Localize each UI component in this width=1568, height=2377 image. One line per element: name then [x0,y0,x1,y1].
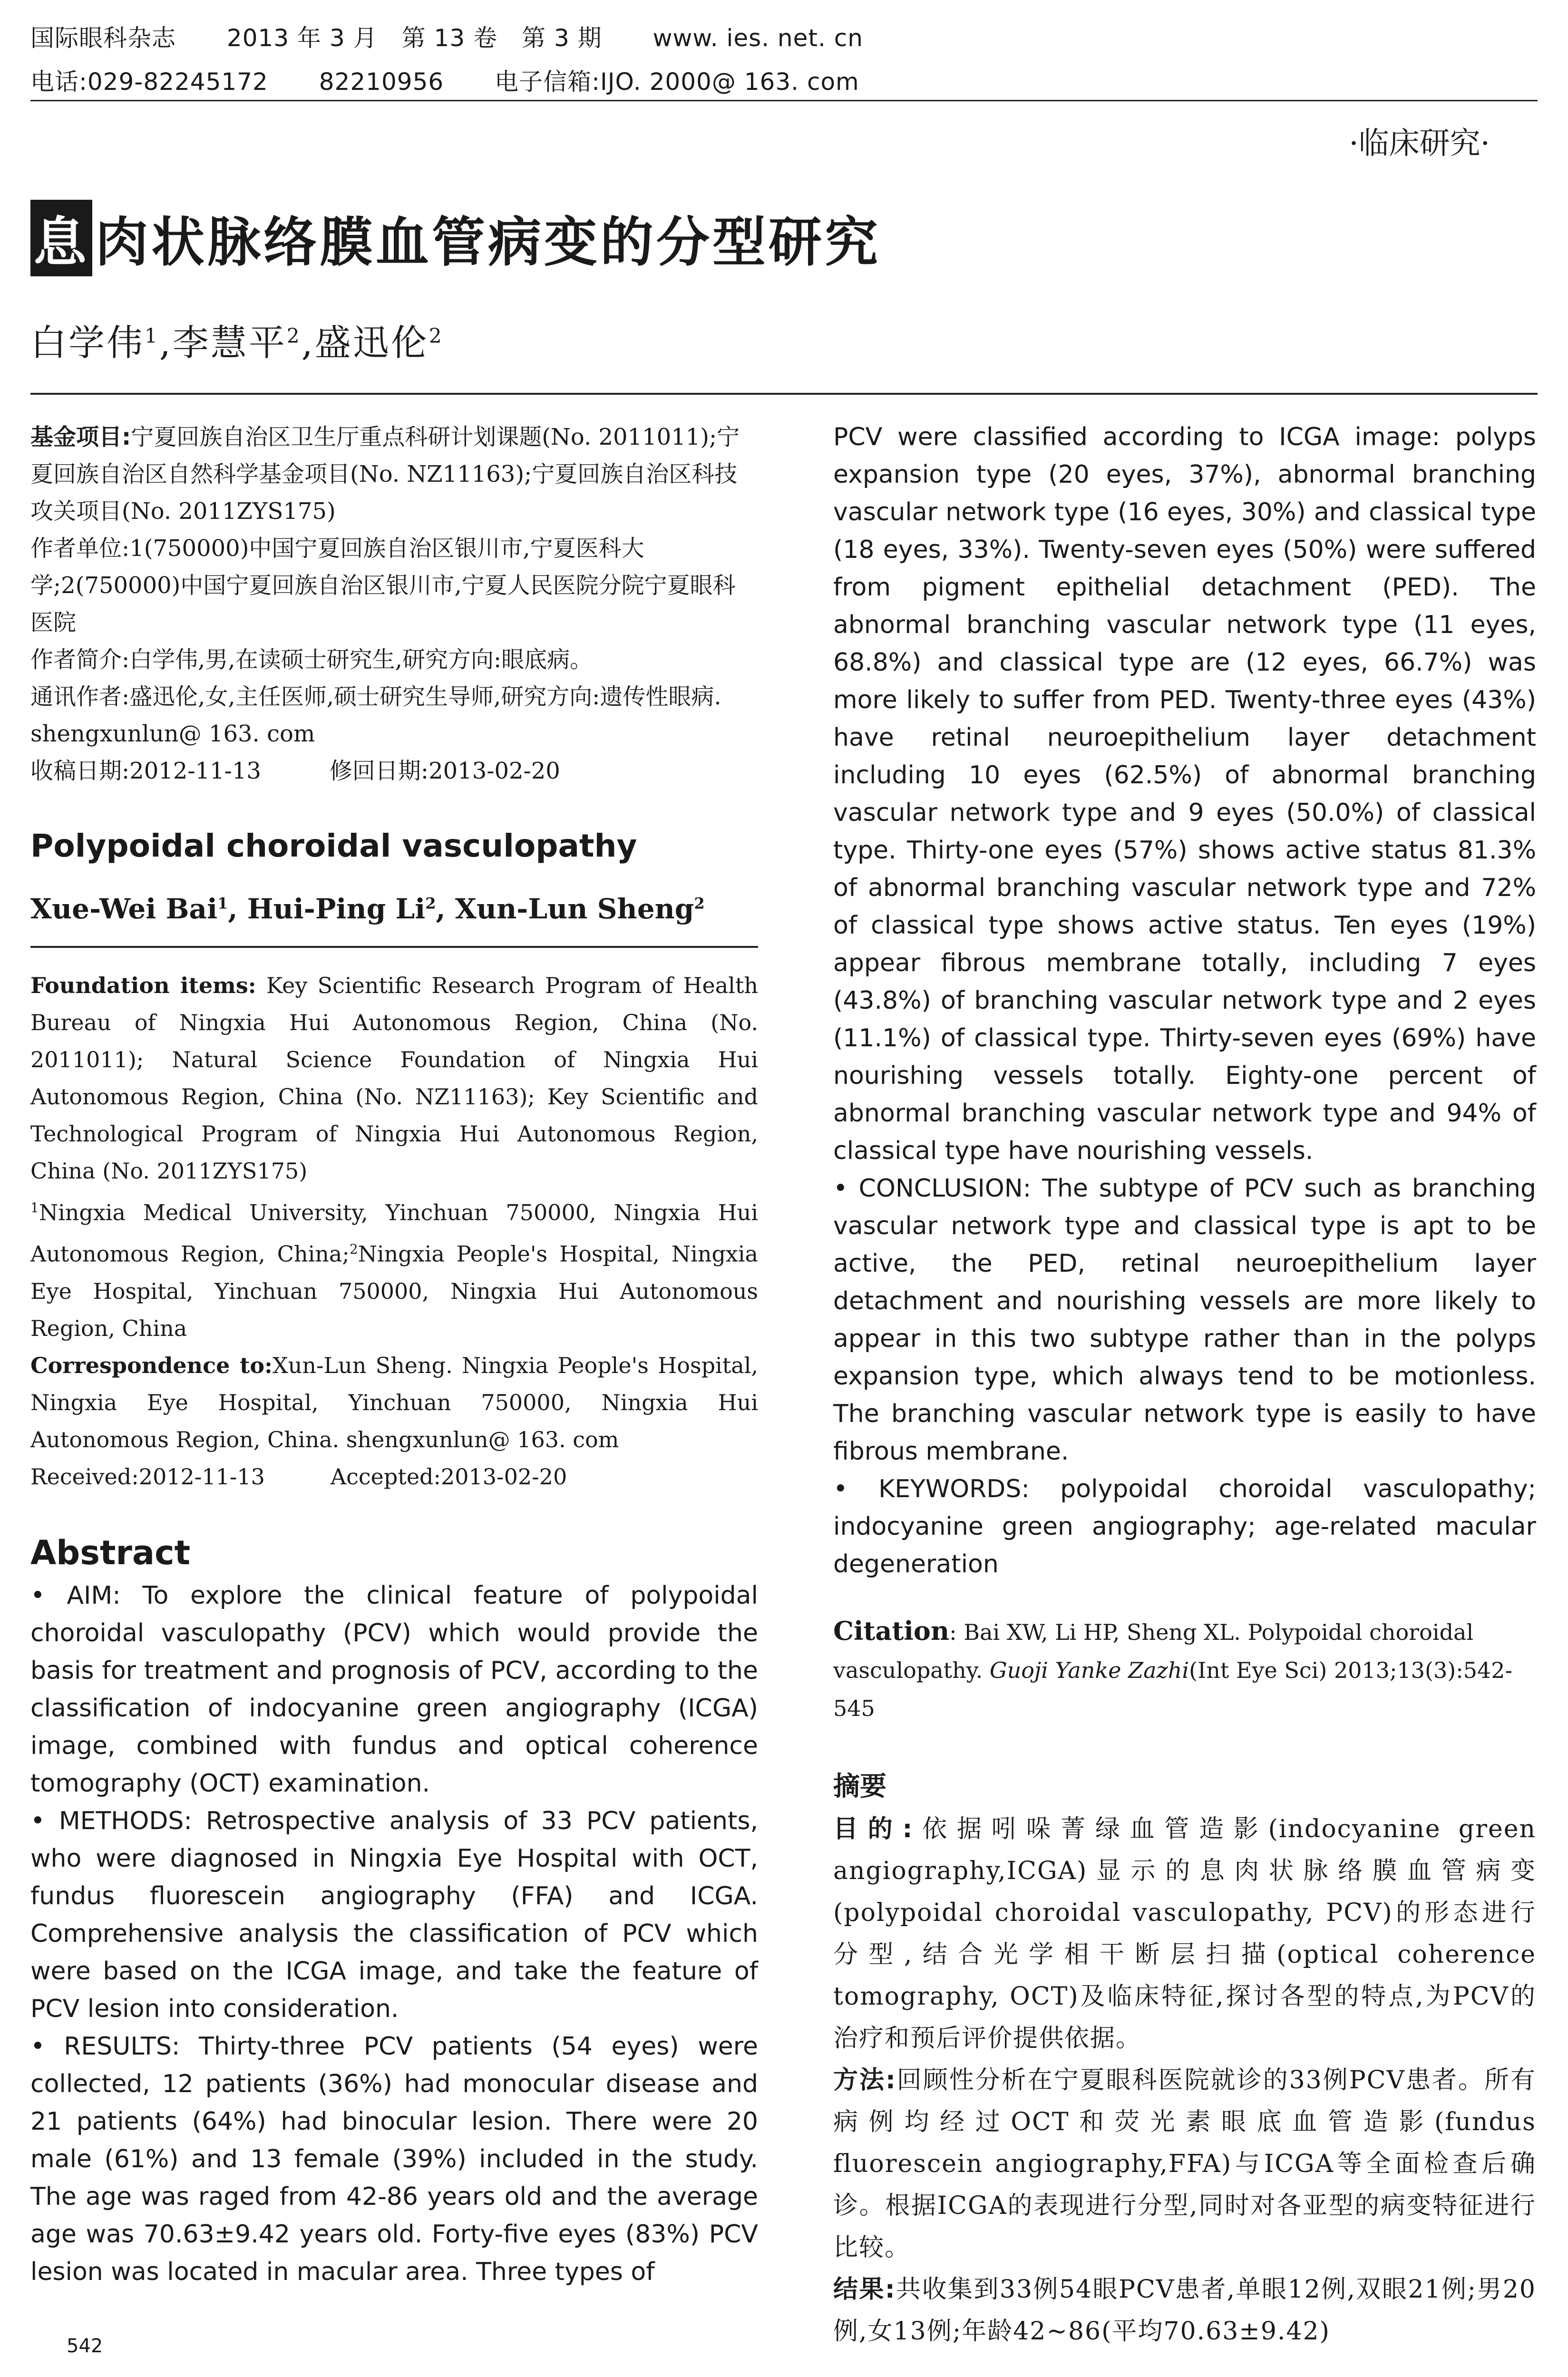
cn-bio: 作者简介:白学伟,男,在读硕士研究生,研究方向:眼底病。 [30,646,593,673]
abstract-results-right: PCV were classified according to ICGA image: polyps expansion type (20 eyes, 37%), abnormal branching vascular network type (16 eyes, 30%) and classical type (18 eyes, 33%). Twenty-seven eyes (50%) were suffered from pigment epithelial detachment (PED). The abnormal branching vascular network type (11 eyes, 68.8%) and classical type are (12 eyes, 66.7%) was more likely to suffer from PED. Twenty-three eyes (43%) have retinal neuroepithelium layer detachment including 10 eyes (62.5%) of abnormal branching vascular network type and 9 eyes (50.0%) of classical type. Thirty-one eyes (57%) shows active status 81.3% of abnormal branching vascular network type and 72% of classical type shows active status. Ten eyes (19%) appear fibrous membrane totally, including 7 eyes (43.8%) of branching vascular network type and 2 eyes (11.1%) of classical type. Thirty-seven eyes (69%) have nourishing vessels totally. Eighty-one percent of abnormal branching vascular network type and 94% of classical type have nourishing vessels. [833,423,1536,1165]
left-column [30,419,758,2291]
journal-email[interactable]: 电子信箱:IJO. 2000@ 163. com [495,68,859,96]
citation: Citation: Bai XW, Li HP, Sheng XL. Polypoidal choroidal vasculopathy. Guoji Yanke Zazhi(Int Eye Sci) 2013;13(3):542-545 [833,1616,1513,1721]
author-cn-1: 白学伟 [30,321,145,364]
journal-phone2: 82210956 [319,68,444,96]
author-cn-3: ,盛迅伦 [301,321,429,364]
right-column [833,419,1536,2352]
abstract-keywords: • KEYWORDS: polypoidal choroidal vasculopathy; indocyanine green angiography; age-related macular degeneration [833,1475,1536,1578]
authors-cn: 白学伟$^1$,李慧平$^2$,盛迅伦$^2$ [30,321,444,364]
journal-header-line1 [30,19,906,53]
abstract-aim: • AIM: To explore the clinical feature of polypoidal choroidal vasculopathy (PCV) which would provide the basis for treatment and prognosis of PCV, according to the classification of indocyanine green angiography (ICGA) image, combined with fundus and optical coherence tomography (OCT) examination. [30,1581,758,1798]
author-cn-2: ,李慧平 [159,321,287,364]
abstract-methods: • METHODS: Retrospective analysis of 33 PCV patients, who were diagnosed in Ningxia Eye Hospital with OCT, fundus fluorescein angiography (FFA) and ICGA. Comprehensive analysis the classification of PCV which were based on the ICGA image, and take the feature of PCV lesion into consideration. [30,1806,758,2023]
en-title: Polypoidal choroidal vasculopathy [30,828,637,864]
page-number: 542 [67,2335,103,2357]
abstract-heading: Abstract [30,1533,191,1572]
en-received: Received:2012-11-13 Accepted:2013-02-20 [30,1463,567,1490]
zh-methods: 方法:回顾性分析在宁夏眼科医院就诊的33例PCV患者。所有病例均经过OCT和荧光素眼底血管造影(fundus fluorescein angiography,FFA)与ICGA等全面检查后确诊。根据ICGA的表现进行分型,同时对各亚型的病变特征进行比较。 [833,2066,1537,2262]
en-authors-divider [30,946,758,948]
journal-website[interactable]: www. ies. net. cn [653,24,863,52]
article-title [30,200,881,276]
title-divider [30,393,1538,395]
zh-aim: 目的:依据吲哚菁绿血管造影(indocyanine green angiography,ICGA)显示的息肉状脉络膜血管病变(polypoidal choroidal vasculopathy, PCV)的形态进行分型,结合光学相干断层扫描(optical coherence tomography, OCT)及临床特征,探讨各型的特点,为PCV的治疗和预后评价提供依据。 [833,1815,1536,2053]
journal-issue: 2013 年 3 月 第 13 卷 第 3 期 [226,24,602,52]
title-first-char: 息 [30,200,92,276]
cn-received: 收稿日期:2012-11-13 修回日期:2013-02-20 [30,758,560,784]
en-correspondence: Correspondence to:Xun-Lun Sheng. Ningxia People's Hospital, Ningxia Eye Hospital, Yinchuan 750000, Ningxia Hui Autonomous Region, China. shengxunlun@ 163. com [30,1352,758,1452]
journal-name: 国际眼科杂志 [30,24,176,52]
cn-corr: 通讯作者:盛迅伦,女,主任医师,硕士研究生导师,研究方向:遗传性眼病. shengxunlun@ 163. com [30,683,721,747]
header-divider [30,100,1538,101]
abstract-conclusion: • CONCLUSION: The subtype of PCV such as branching vascular network type and classical type is apt to be active, the PED, retinal neuroepithelium layer detachment and nourishing vessels are more likely to appear in this two subtype rather than in the polyps expansion type, which always tend to be motionless. The branching vascular network type is easily to have fibrous membrane. [833,1174,1536,1466]
section-tag: ·临床研究· [1349,126,1490,161]
en-foundation: Foundation items: Key Scientific Research Program of Health Bureau of Ningxia Hui Autonomous Region, China (No. 2011011); Natural Science Foundation of Ningxia Hui Autonomous Region, China (No. NZ11163); Key Scientific and Technological Program of Ningxia Hui Autonomous Region, China (No. 2011ZYS175) [30,973,758,1184]
journal-header-line2 [30,63,902,97]
zh-results: 结果:共收集到33例54眼PCV患者,单眼12例,双眼21例;男20例,女13例;年龄42~86(平均70.63±9.42) [833,2275,1537,2346]
cn-unit: 作者单位:1(750000)中国宁夏回族自治区银川市,宁夏医科大学;2(750000)中国宁夏回族自治区银川市,宁夏人民医院分院宁夏眼科医院 [30,535,736,636]
en-affiliations: $^1$Ningxia Medical University, Yinchuan 750000, Ningxia Hui Autonomous Region, China;$^2$Ningxia People's Hospital, Ningxia Eye Hospital, Yinchuan 750000, Ningxia Hui Autonomous Region, China [30,1199,758,1341]
en-authors: Xue-Wei Bai$^1$, Hui-Ping Li$^2$, Xun-Lun Sheng$^2$ [30,893,705,925]
title-rest: 肉状脉络膜血管病变的分型研究 [95,212,881,273]
cn-fund: 基金项目:宁夏回族自治区卫生厅重点科研计划课题(No. 2011011);宁夏回族自治区自然科学基金项目(No. NZ11163);宁夏回族自治区科技攻关项目(No. 2011ZYS175) [30,424,740,525]
zh-abstract-heading: 摘要 [833,1771,886,1802]
journal-phone: 电话:029-82245172 [30,68,268,96]
abstract-results-left: • RESULTS: Thirty-three PCV patients (54 eyes) were collected, 12 patients (36%) had monocular disease and 21 patients (64%) had binocular lesion. There were 20 male (61%) and 13 female (39%) included in the study. The age was raged from 42-86 years old and the average age was 70.63±9.42 years old. Forty-five eyes (83%) PCV lesion was located in macular area. Three types of [30,2032,758,2286]
